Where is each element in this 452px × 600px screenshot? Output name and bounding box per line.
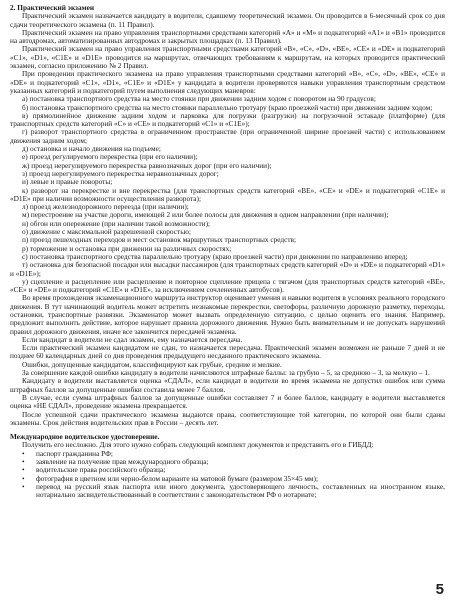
bullet-item: • перевод на русский язык паспорта или иного документа, удостоверяющего личность, составленных на иностранном языке, нотариально засвидетельствованный в соответствии с законодательством РФ о нотариате; <box>10 483 445 500</box>
bullet-item: • водительские права российского образца; <box>10 466 445 474</box>
page-number: 5 <box>435 581 444 598</box>
paragraph: Практический экзамен на право управления транспортными средствами категорий «В», «С», «D», «ВЕ», «СЕ» и «DE» и подкатегорий «С1», «D1», «С1Е» и «D1Е» проводится на маршрутах, отвечающих требованиям к маршрутам, на которых проводится практический экзамен, согласно приложению № 2 Правил. <box>10 44 445 71</box>
maneuver-item: д) остановка и начало движения на подъеме; <box>22 144 161 154</box>
paragraph: Получить его несложно. Для этого нужно собрать следующий комплект документов и представить его в ГИБДД: <box>22 440 374 450</box>
maneuver-item: г) разворот транспортного средства в ограниченном пространстве (при ограниченной ширине проезжей части) с использованием движения задним ходом; <box>10 127 445 145</box>
maneuver-item: а) постановка транспортного средства на место стоянки при движении задним ходом с поворотом на 90 градусов; <box>22 94 376 104</box>
paragraph: За совершение каждой ошибки кандидату в водители начисляются штрафные баллы: за грубую – 5, за среднюю – 3, за мелкую – 1. <box>22 368 430 378</box>
paragraph: В случае, если сумма штрафных баллов за допущенные ошибки составляет 7 и более баллов, кандидату в водители выставляется оценка «НЕ СДАЛ», проведение экзамена прекращается. <box>10 392 445 411</box>
maneuver-item: м) перестроение на участке дороги, имеющей 2 или более полосы для движения в одном направлении (при наличии); <box>22 210 389 220</box>
bullet-item: • фотография в цветном или черно-белом варианте на матовой бумаге (размером 35×45 мм); <box>10 475 445 483</box>
maneuver-item: у) сцепление и расцепление или расцепление и повторное сцепление прицепа с тягачом (для транспортных средств категорий «ВЕ», «СЕ» и «DE» и подкатегорий «С1Е» и «D1Е», за исключением сочлененных автобусов). <box>10 276 445 295</box>
bullet-item: • заявление на получение прав международного образца; <box>10 458 445 466</box>
bullet-item: • паспорт гражданина РФ; <box>10 450 445 458</box>
maneuver-item: е) проезд регулируемого перекрестка (при его наличии); <box>22 152 198 162</box>
paragraph: При проведении практического экзамена на право управления транспортными средствами категорий «В», «С», «D», «ВЕ», «СЕ» и «DE» и подкатегорий «С1», «D1», «С1Е» и «D1Е» у кандидата в водители проверяются навыки управления транспортным средством указанных категорий и подкатегорий путем выполнения следующих маневров: <box>10 69 445 95</box>
maneuver-item: т) остановка для безопасной посадки или высадки пассажиров (для транспортных средств категорий «D» и «DE» и подкатегорий «D1» и «D1Е»); <box>10 260 445 278</box>
maneuver-item: н) обгон или опережение (при наличии такой возможности); <box>22 218 211 228</box>
paragraph: Практический экзамен на право управления транспортными средствами категорий «А» и «М» и подкатегорий «А1» и «В1» проводится на автодромах, автоматизированных автодромах и закрытых площадках (п. 13 Правил). <box>10 27 445 46</box>
paragraph: Во время прохождения экзаменационного маршрута инструктор оценивает умения и навыки водителя в условиях реального городского движения. В тут начинающий водитель может встретить незнакомые перекрестки, светофоры, различную дорожную разметку, переходы, остановки, транспортные развязки. Экзаменатор может вызвать определенную ситуацию, с целью оценить его знания. Например, предложит выполнить действие, которое нарушает правила дорожного движения. Нужно быть внимательным и не допускать нарушений правил дорожного движения, иначе все закончится пересдачей экзамена. <box>10 293 445 336</box>
maneuver-item: и) левые и правые повороты; <box>22 177 113 187</box>
maneuver-item: к) разворот на перекрестке и вне перекрестка (для транспортных средств категорий «ВЕ», «СЕ» и «DE» и подкатегорий «С1Е» и «D1Е» при наличии возможности осуществления разворота); <box>10 185 445 203</box>
maneuver-item: б) постановка транспортного средства на место стоянки параллельно тротуару (краю проезжей части) при движении задним ходом; <box>22 102 433 112</box>
paragraph: Практический экзамен назначается кандидату в водители, сдавшему теоретический экзамен. Он проводится в 6-месячный срок со дня сдачи теоретического экзамена (п. 11 Правил). <box>10 11 445 29</box>
section-heading-practical-exam: 2. Практический экзамен <box>10 3 95 12</box>
paragraph: Если кандидат в водители не сдал экзамен, ему назначается пересдача. <box>22 334 243 344</box>
maneuver-item: р) торможение и остановка при движении на различных скоростях; <box>22 243 232 253</box>
maneuver-item: з) проезд нерегулируемого перекрестка неравнозначных дорог; <box>22 168 219 178</box>
paragraph: После успешной сдачи практического экзамена выдаются права, соответствующие той категории, по которой они были сданы экзамены. Срок действия водительских прав в России – десять лет. <box>10 409 445 427</box>
maneuver-item: в) прямолинейное движение задним ходом и парковка для погрузки (разгрузки) на погрузочной эстакаде (платформе) (для транспортных средств категорий «С» и «СЕ» и подкатегорий «С1» и «С1Е»); <box>10 110 445 129</box>
maneuver-item: л) проезд железнодорожного переезда (при наличии); <box>22 202 189 212</box>
paragraph: Если практический экзамен кандидатом не сдан, то назначается пересдача. Практический экзамен возможен не раньше 7 дней и не позднее 60 календарных дней со дня проведения предыдущего несданного практического экзамена. <box>10 343 445 361</box>
maneuver-item: с) постановка транспортного средства параллельно тротуару (краю проезжей части) при движении по направлению вперед; <box>22 251 408 261</box>
paragraph: Кандидату в водители выставляется оценка «СДАЛ», если кандидат в водители во время экзамена не допустил ошибок или сумма штрафных баллов за допущенные ошибки составила менее 7 баллов. <box>10 376 445 394</box>
maneuver-item: о) движение с максимальной разрешенной скоростью; <box>22 227 191 237</box>
maneuver-item: п) проезд пешеходных переходов и мест остановок маршрутных транспортных средств; <box>22 235 296 245</box>
maneuver-item: ж) проезд нерегулируемого перекрестка равнозначных дорог (при его наличии); <box>22 160 272 170</box>
section-heading-international-license: Международное водительское удостоверение. <box>10 432 160 442</box>
paragraph: Ошибки, допущенные кандидатом, классифицируют как грубые, средние и мелкие. <box>22 359 282 369</box>
